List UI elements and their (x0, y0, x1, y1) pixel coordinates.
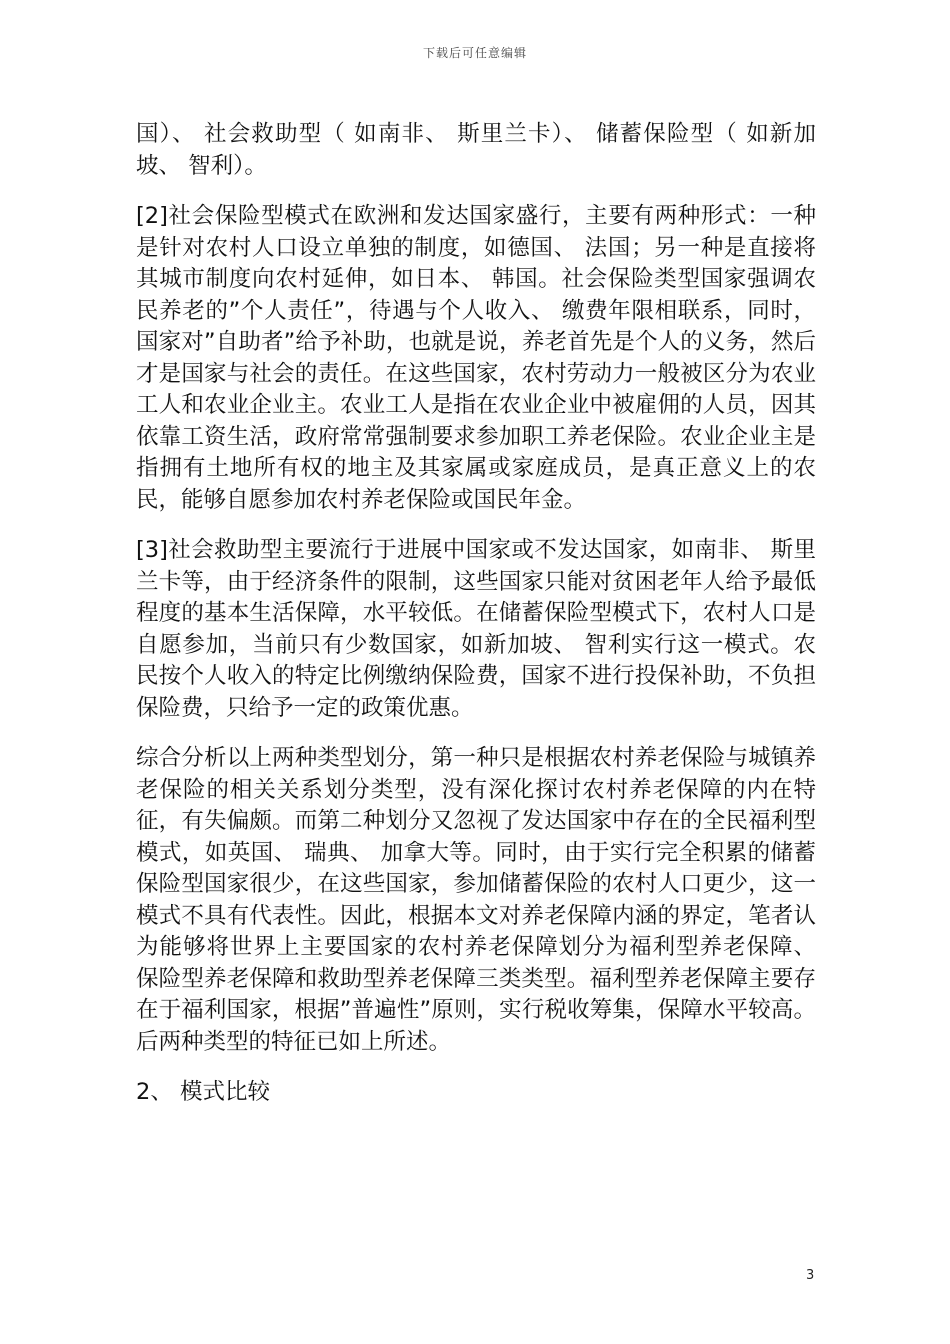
paragraph-continued: 国）、 社会救助型（ 如南非、 斯里兰卡）、 储蓄保险型（ 如新加坡、 智利）。 (136, 121, 816, 179)
paragraph-social-insurance: [2]社会保险型模式在欧洲和发达国家盛行，主要有两种形式：一种是针对农村人口设立单独的制度，如德国、 法国；另一种是直接将其城市制度向农村延伸，如日本、 韩国。社会保险类型国家强调农民养老的”个人责任”，待遇与个人收入、 缴费年限相联系，同时，国家对”自助者”给予补助，也就是说，养老首先是个人的义务，然后才是国家与社会的责任。在这些国家，农村劳动力一般被区分为农业工人和农业企业主。农业工人是指在农业企业中被雇佣的人员，因其依靠工资生活，政府常常强制要求参加职工养老保险。农业企业主是指拥有土地所有权的地主及其家属或家庭成员，是真正意义上的农民，能够自愿参加农村养老保险或国民年金。 (136, 203, 816, 513)
section-heading: 2、 模式比较 (136, 1079, 270, 1105)
paragraph-analysis: 综合分析以上两种类型划分，第一种只是根据农村养老保险与城镇养老保险的相关关系划分类型，没有深化探讨农村养老保障的内在特征，有失偏颇。而第二种划分又忽视了发达国家中存在的全民福利型模式，如英国、 瑞典、 加拿大等。同时，由于实行完全积累的储蓄保险型国家很少，在这些国家，参加储蓄保险的农村人口更少，这一模式不具有代表性。因此，根据本文对养老保障内涵的界定，笔者认为能够将世界上主要国家的农村养老保障划分为福利型养老保障、 保险型养老保障和救助型养老保障三类类型。福利型养老保障主要存在于福利国家，根据”普遍性”原则，实行税收筹集，保障水平较高。后两种类型的特征已如上所述。 (136, 745, 816, 1055)
paragraph-social-assistance: [3]社会救助型主要流行于进展中国家或不发达国家，如南非、 斯里兰卡等，由于经济条件的限制，这些国家只能对贫困老年人给予最低程度的基本生活保障，水平较低。在储蓄保险型模式下，农村人口是自愿参加，当前只有少数国家，如新加坡、 智利实行这一模式。农民按个人收入的特定比例缴纳保险费，国家不进行投保补助，不负担保险费，只给予一定的政策优惠。 (136, 537, 816, 721)
page-number: 3 (806, 1268, 815, 1283)
page-header: 下载后可任意编辑 (422, 46, 527, 60)
document-body (136, 119, 816, 1109)
